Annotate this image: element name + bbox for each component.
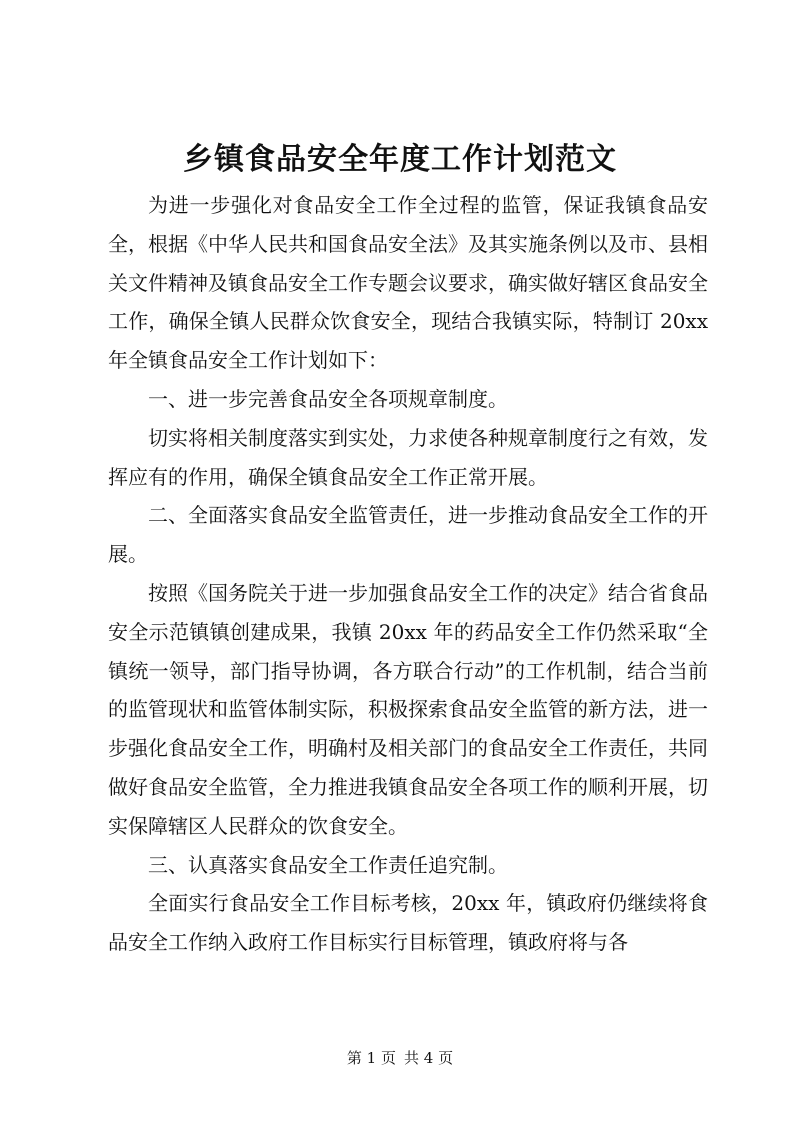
section-heading-1: 一、进一步完善食品安全各项规章制度。 [148,386,508,411]
intro-paragraph: 为进一步强化对食品安全工作全过程的监管，保证我镇食品安全，根据《中华人民共和国食品安全法》及其实施条例以及市、县相关文件精神及镇食品安全工作专题会议要求，确实做好辖区食品安全工作，确保全镇人民群众饮食安全，现结合我镇实际，特制订 20xx 年全镇食品安全工作计划如下： [108,193,708,373]
page-footer [0,1048,800,1068]
section-paragraph-2: 按照《国务院关于进一步加强食品安全工作的决定》结合省食品安全示范镇镇创建成果，我镇 20xx 年的药品安全工作仍然采取“全镇统一领导，部门指导协调，各方联合行动”的工作机制，结合当前的监管现状和监管体制实际，积极探索食品安全监管的新方法，进一步强化食品安全工作，明确村及相关部门的食品安全工作责任，共同做好食品安全监管，全力推进我镇食品安全各项工作的顺利开展，切实保障辖区人民群众的饮食安全。 [108,580,708,838]
section-paragraph-1: 切实将相关制度落实到实处，力求使各种规章制度行之有效，发挥应有的作用，确保全镇食品安全工作正常开展。 [108,425,708,489]
document-title: 乡镇食品安全年度工作计划范文 [183,142,617,177]
page-number-current: 第 1 页 [346,1049,396,1067]
section-heading-2: 二、全面落实食品安全监管责任，进一步推动食品安全工作的开展。 [108,503,708,567]
section-heading-3: 三、认真落实食品安全工作责任追究制。 [148,852,508,877]
section-paragraph-3: 全面实行食品安全工作目标考核，20xx 年，镇政府仍继续将食品安全工作纳入政府工作目标实行目标管理，镇政府将与各 [108,891,708,955]
document-body [108,186,708,962]
page-number-total: 共 4 页 [404,1049,454,1067]
